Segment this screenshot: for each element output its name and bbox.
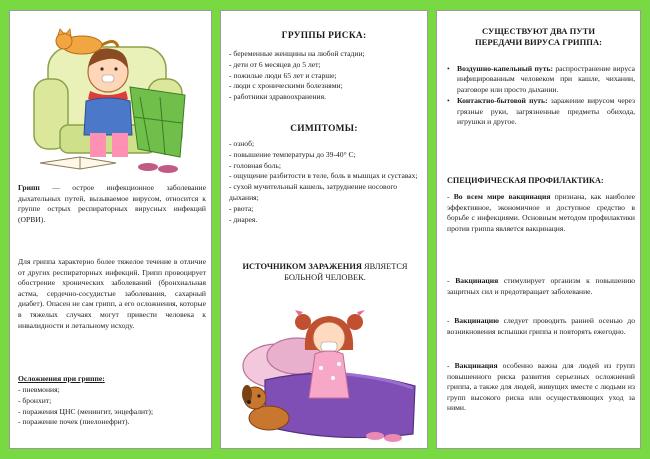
leaflet-panel-middle <box>220 10 428 449</box>
flu-term: Грипп <box>18 183 40 192</box>
prevention-term: Во всем мире вакцинация <box>453 192 551 201</box>
transmission-ways-list <box>447 64 635 128</box>
infection-source-heading <box>229 261 421 283</box>
list-item: - работники здравоохранения. <box>229 92 327 102</box>
prevention-text: особенно важна для людей из групп повышенного риска развития серьезных осложнений гриппа, а также для людей, живущих вместе с людьми из групп высокого риска или осуществляющих уход за ними. <box>447 361 635 413</box>
flu-definition-text: — острое инфекционное заболевание дыхательных путей, вызываемое вирусом, относится к группе острых респираторных вирусных инфекций (ОРВИ). <box>18 183 206 224</box>
list-item: - люди с хроническими болезнями; <box>229 81 343 91</box>
flu-definition <box>18 183 206 225</box>
prevention-text: стимулирует организм к повышению защитных сил и предотвращает заболевание. <box>447 276 635 296</box>
specific-prevention-heading: СПЕЦИФИЧЕСКАЯ ПРОФИЛАКТИКА: <box>447 176 604 185</box>
way-term: Воздушно-капельный путь: <box>457 64 554 73</box>
transmission-heading-line1: СУЩЕСТВУЮТ ДВА ПУТИ <box>481 26 596 36</box>
risk-groups-heading: ГРУППЫ РИСКА: <box>281 31 367 41</box>
complications-list <box>18 385 206 428</box>
symptoms-heading: СИМПТОМЫ: <box>290 124 358 134</box>
list-item: - головная боль; <box>229 160 281 170</box>
prevention-text: признана, как наиболее эффективное, экономичное и доступное средство в борьбе с инфекциями. Основным методом профилактики против гриппа является вакцинация. <box>447 192 635 233</box>
list-item <box>447 96 635 127</box>
sick-boy-armchair-illustration <box>20 17 205 177</box>
list-item: - повышение температуры до 39-40° С; <box>229 149 356 159</box>
list-item: - поражения ЦНС (менингит, энцефалит); <box>18 406 154 416</box>
list-item: - пожилые люди 65 лет и старше; <box>229 70 337 80</box>
prevention-paragraph: - Вакцинация стимулирует организм к повышению защитных сил и предотвращает заболевание. <box>447 276 635 296</box>
way-term: Контактно-бытовой путь: <box>457 96 548 106</box>
way-text: заражение вирусом через грязные руки, загрязненные предметы обихода, игрушки и другое. <box>457 96 635 127</box>
prevention-term: Вакцинация <box>454 361 498 370</box>
infection-source-rest: ЯВЛЯЕТСЯ БОЛЬНОЙ ЧЕЛОВЕК. <box>284 262 408 282</box>
infection-source-bold: ИСТОЧНИКОМ ЗАРАЖЕНИЯ <box>242 262 362 271</box>
prevention-term: Вакцинацию <box>454 316 499 325</box>
list-item: - дети от 6 месяцев до 5 лет; <box>229 59 321 69</box>
prevention-text: следует проводить ранней осенью до возникновения вспышки гриппа и повторять ежегодно. <box>447 316 635 336</box>
transmission-heading <box>437 26 640 48</box>
list-item <box>447 64 635 95</box>
list-item: - беременные женщины на любой стадии; <box>229 49 365 58</box>
sick-girl-bed-illustration <box>225 294 425 446</box>
list-item: - пневмония; <box>18 385 60 394</box>
list-item: - сухой мучительный кашель, затруднение носового дыхания; <box>229 182 398 202</box>
leaflet-panel-right <box>436 10 641 449</box>
list-item: - рвота; <box>229 203 254 213</box>
list-item: - диарея. <box>229 214 258 224</box>
list-item: - озноб; <box>229 139 255 148</box>
prevention-paragraph: - Во всем мире вакцинация признана, как наиболее эффективное, экономичное и доступное средство в борьбе с инфекциями. Основным методом профилактики против гриппа является вакцинация. <box>447 192 635 233</box>
symptoms-list <box>229 139 421 225</box>
flu-severity-paragraph: Для гриппа характерно более тяжелое течение в отличие от других респираторных инфекций. Грипп провоцирует обострение хронических заболеваний (бронхиальная астма, сердечно-сосудистые заболевания, сахарный диабет). Опасен не сам грипп, а его осложнения, которые в тяжелых случаях могут привести человека к инвалидности и летальному исходу. <box>18 257 206 330</box>
complications-heading: Осложнения при гриппе: <box>18 374 105 383</box>
transmission-heading-line2: ПЕРЕДАЧИ ВИРУСА ГРИППА: <box>474 37 603 47</box>
way-text: распространение вируса инфицированным человеком при кашле, чихании, разговоре или просто дыхании. <box>457 64 636 94</box>
leaflet-panel-left <box>9 10 212 449</box>
list-item: - ощущение разбитости в теле, боль в мышцах и суставах; <box>229 171 418 181</box>
list-item: - бронхит; <box>18 395 52 405</box>
prevention-term: Вакцинация <box>455 276 499 285</box>
prevention-paragraph: - Вакцинацию следует проводить ранней осенью до возникновения вспышки гриппа и повторять ежегодно. <box>447 316 635 336</box>
prevention-paragraph: - Вакцинация особенно важна для людей из групп повышенного риска развития серьезных осложнений гриппа, а также для людей, живущих вместе с людьми из групп высокого риска или осуществляющих уход за ними. <box>447 361 635 413</box>
list-item: - поражение почек (пиелонефрит). <box>18 417 130 427</box>
risk-groups-list <box>229 49 421 103</box>
